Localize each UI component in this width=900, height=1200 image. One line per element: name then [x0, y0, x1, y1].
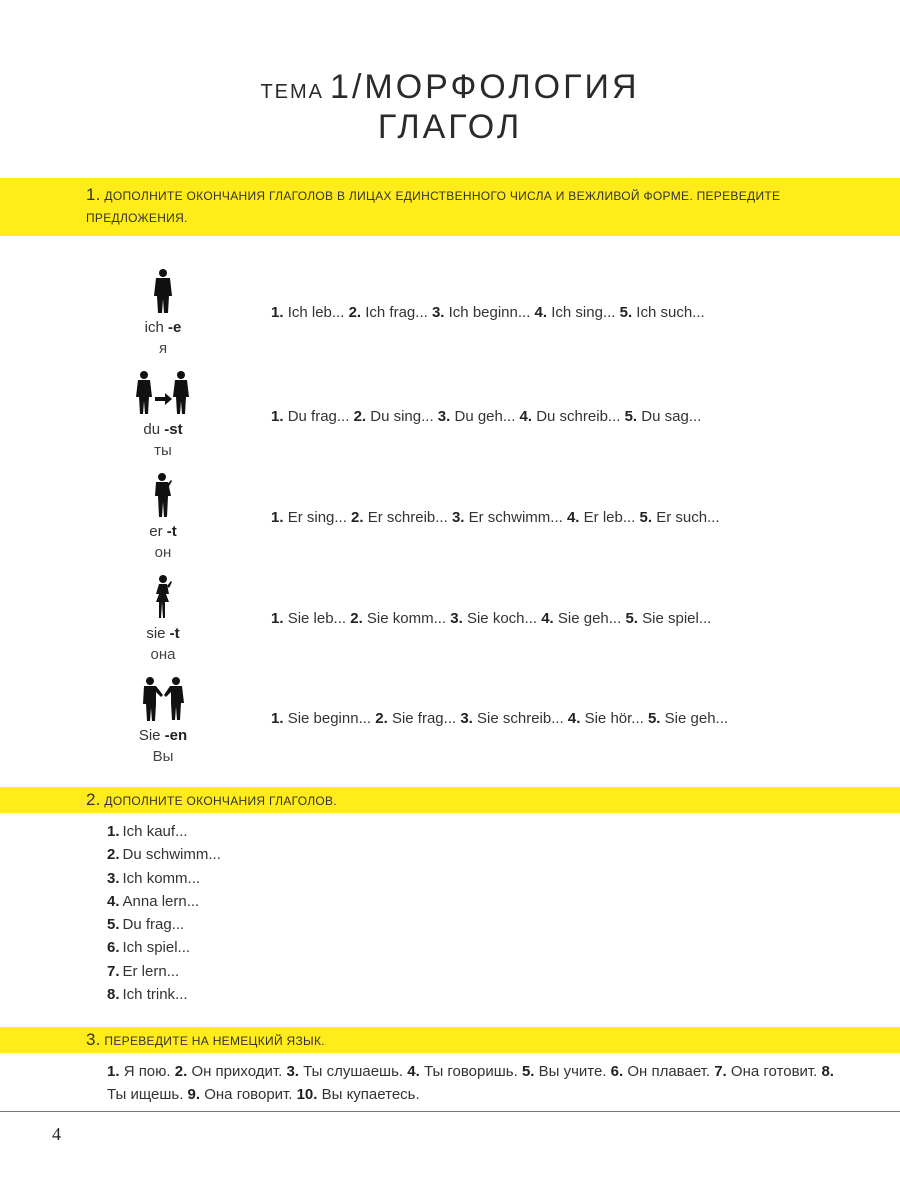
russian-pronoun: ты [154, 442, 172, 459]
item-number: 3. [107, 869, 120, 887]
item-number: 4. [107, 892, 120, 910]
footer-divider [0, 1111, 900, 1112]
item-number: 5. [107, 916, 120, 934]
pronoun-label [118, 318, 208, 338]
verb-ending: -t [169, 625, 180, 642]
exercise-item: Anna lern... [122, 892, 200, 910]
item-number: 1. [271, 304, 284, 321]
title-main: 1/МОРФОЛОГИЯ [330, 68, 640, 106]
item-number: 2. [351, 509, 364, 526]
pronoun-block-4 [118, 574, 208, 666]
item-number: 2. [348, 304, 362, 321]
pronoun-label [118, 420, 208, 440]
task3-paragraph [107, 1060, 847, 1106]
task3-text: ПЕРЕВЕДИТЕ НА НЕМЕЦКИЙ ЯЗЫК. [104, 1034, 325, 1048]
item-number: 3. [450, 610, 463, 627]
item-number: 5. [619, 304, 633, 321]
exercise-item: Du sing... [370, 408, 434, 425]
exercise-item: Ich kauf... [122, 823, 188, 840]
item-number: 5. [521, 1063, 535, 1080]
exercise-item: Ich frag... [365, 304, 428, 321]
handshake-icon [118, 676, 208, 722]
list-item [107, 820, 221, 843]
item-number: 3. [437, 408, 451, 425]
item-number: 2. [375, 710, 388, 727]
sentence: Она говорит. [204, 1086, 293, 1103]
title-prefix: ТЕМА [260, 81, 325, 103]
item-number: 9. [187, 1086, 201, 1103]
task2-list [107, 820, 221, 1006]
exercise-item: Sie spiel... [642, 610, 712, 627]
task3-number: 3. [86, 1030, 101, 1049]
exercise-item: Er such... [656, 509, 720, 526]
pronoun-block-2 [118, 370, 208, 462]
list-item [107, 890, 221, 913]
item-number: 6. [107, 939, 120, 957]
item-number: 8. [107, 986, 120, 1004]
single-man-icon [118, 268, 208, 314]
item-number: 3. [286, 1063, 299, 1080]
item-number: 4. [541, 610, 554, 627]
verb-ending: -st [164, 421, 183, 438]
exercise-line-5 [271, 710, 728, 727]
item-number: 1. [271, 408, 284, 425]
sentence: Я пою. [123, 1063, 171, 1080]
item-number: 3. [460, 710, 473, 727]
exercise-item: Ich trink... [122, 986, 188, 1004]
task3-header [0, 1027, 900, 1053]
item-number: 7. [714, 1063, 727, 1080]
pronoun-label [118, 726, 208, 746]
task1-header [0, 178, 900, 236]
sentence: Ты слушаешь. [303, 1063, 404, 1080]
list-item [107, 913, 221, 936]
item-number: 2. [174, 1063, 188, 1080]
item-number: 4. [519, 408, 533, 425]
page-subtitle: ГЛАГОЛ [377, 108, 523, 146]
item-number: 6. [610, 1063, 624, 1080]
exercise-item: Sie leb... [287, 610, 347, 627]
item-number: 1. [271, 610, 284, 627]
exercise-item: Er schreib... [367, 509, 448, 526]
pronoun: Sie [138, 727, 161, 744]
task2-number: 2. [86, 790, 101, 809]
exercise-line-3 [271, 509, 720, 526]
exercise-item: Er lern... [122, 962, 180, 980]
exercise-item: Er schwimm... [468, 509, 563, 526]
task1-text: ДОПОЛНИТЕ ОКОНЧАНИЯ ГЛАГОЛОВ В ЛИЦАХ ЕДИНСТВЕННОГО ЧИСЛА И ВЕЖЛИВОЙ ФОРМЕ. ПЕРЕВЕДИТЕ ПРЕДЛОЖЕНИЯ. [86, 189, 781, 225]
exercise-item: Du schreib... [536, 408, 621, 425]
exercise-item: Er sing... [287, 509, 347, 526]
russian-pronoun: я [158, 340, 168, 357]
item-number: 3. [431, 304, 445, 321]
item-number: 8. [821, 1063, 834, 1080]
item-number: 5. [624, 408, 638, 425]
task3-instruction [86, 1029, 325, 1052]
item-number: 5. [625, 610, 638, 627]
task2-text: ДОПОЛНИТЕ ОКОНЧАНИЯ ГЛАГОЛОВ. [104, 794, 337, 808]
exercise-item: Sie komm... [366, 610, 447, 627]
task1-instruction [86, 184, 806, 229]
list-item [107, 960, 221, 983]
pronoun: er [149, 523, 163, 540]
russian-pronoun: Вы [152, 748, 174, 765]
task1-number: 1. [86, 185, 101, 204]
exercise-item: Du sag... [641, 408, 702, 425]
pronoun-label [118, 522, 208, 542]
verb-ending: -t [166, 523, 177, 540]
pronoun-block-5 [118, 676, 208, 768]
item-number: 1. [107, 823, 120, 840]
pronoun: ich [144, 319, 164, 336]
exercise-item: Ich beginn... [448, 304, 531, 321]
task2-instruction [86, 789, 337, 812]
exercise-item: Sie schreib... [477, 710, 564, 727]
exercise-item: Du frag... [287, 408, 350, 425]
exercise-item: Sie geh... [557, 610, 622, 627]
item-number: 10. [296, 1086, 318, 1103]
sentence: Вы купаетесь. [321, 1086, 420, 1103]
exercise-line-1 [271, 304, 705, 321]
list-item [107, 867, 221, 890]
pronoun-block-1 [118, 268, 208, 360]
pronoun: du [143, 421, 161, 438]
list-item [107, 936, 221, 959]
verb-ending: -en [164, 727, 188, 744]
sentence: Он приходит. [191, 1063, 283, 1080]
woman-icon [118, 574, 208, 620]
item-number: 2. [107, 846, 120, 864]
exercise-item: Sie koch... [466, 610, 538, 627]
exercise-item: Er leb... [583, 509, 636, 526]
item-number: 4. [407, 1063, 420, 1080]
page-title [0, 68, 900, 107]
item-number: 5. [639, 509, 653, 526]
exercise-item: Ich leb... [287, 304, 345, 321]
russian-pronoun: он [154, 544, 172, 561]
russian-pronoun: она [150, 646, 176, 663]
item-number: 1. [271, 509, 284, 526]
page-number: 4 [52, 1124, 61, 1144]
list-item [107, 843, 221, 866]
exercise-item: Sie frag... [391, 710, 457, 727]
sentence: Вы учите. [538, 1063, 607, 1080]
list-item [107, 983, 221, 1006]
item-number: 4. [566, 509, 580, 526]
item-number: 1. [107, 1063, 120, 1080]
verb-ending: -e [168, 319, 182, 336]
exercise-line-2 [271, 408, 701, 425]
item-number: 1. [271, 710, 284, 727]
exercise-item: Sie hör... [584, 710, 644, 727]
exercise-line-4 [271, 610, 711, 627]
exercise-item: Du frag... [122, 916, 185, 934]
task2-header [0, 787, 900, 813]
item-number: 7. [107, 962, 120, 980]
pronoun-block-3 [118, 472, 208, 564]
exercise-item: Ich sing... [551, 304, 616, 321]
pronoun-label [118, 624, 208, 644]
item-number: 2. [353, 408, 367, 425]
exercise-item: Du geh... [454, 408, 516, 425]
man-icon [118, 472, 208, 518]
item-number: 5. [647, 710, 661, 727]
sentence: Ты говоришь. [423, 1063, 518, 1080]
exercise-item: Ich such... [636, 304, 705, 321]
exercise-item: Du schwimm... [122, 846, 221, 864]
sentence: Ты ищешь. [107, 1086, 184, 1103]
item-number: 4. [534, 304, 548, 321]
sentence: Он плавает. [627, 1063, 711, 1080]
pronoun: sie [146, 625, 166, 642]
item-number: 2. [350, 610, 363, 627]
exercise-item: Sie beginn... [287, 710, 372, 727]
exercise-item: Ich komm... [122, 869, 201, 887]
exercise-item: Sie geh... [664, 710, 729, 727]
item-number: 4. [567, 710, 581, 727]
item-number: 3. [451, 509, 465, 526]
exercise-item: Ich spiel... [122, 939, 191, 957]
two-men-arrow-icon [118, 370, 208, 416]
sentence: Она готовит. [730, 1063, 818, 1080]
